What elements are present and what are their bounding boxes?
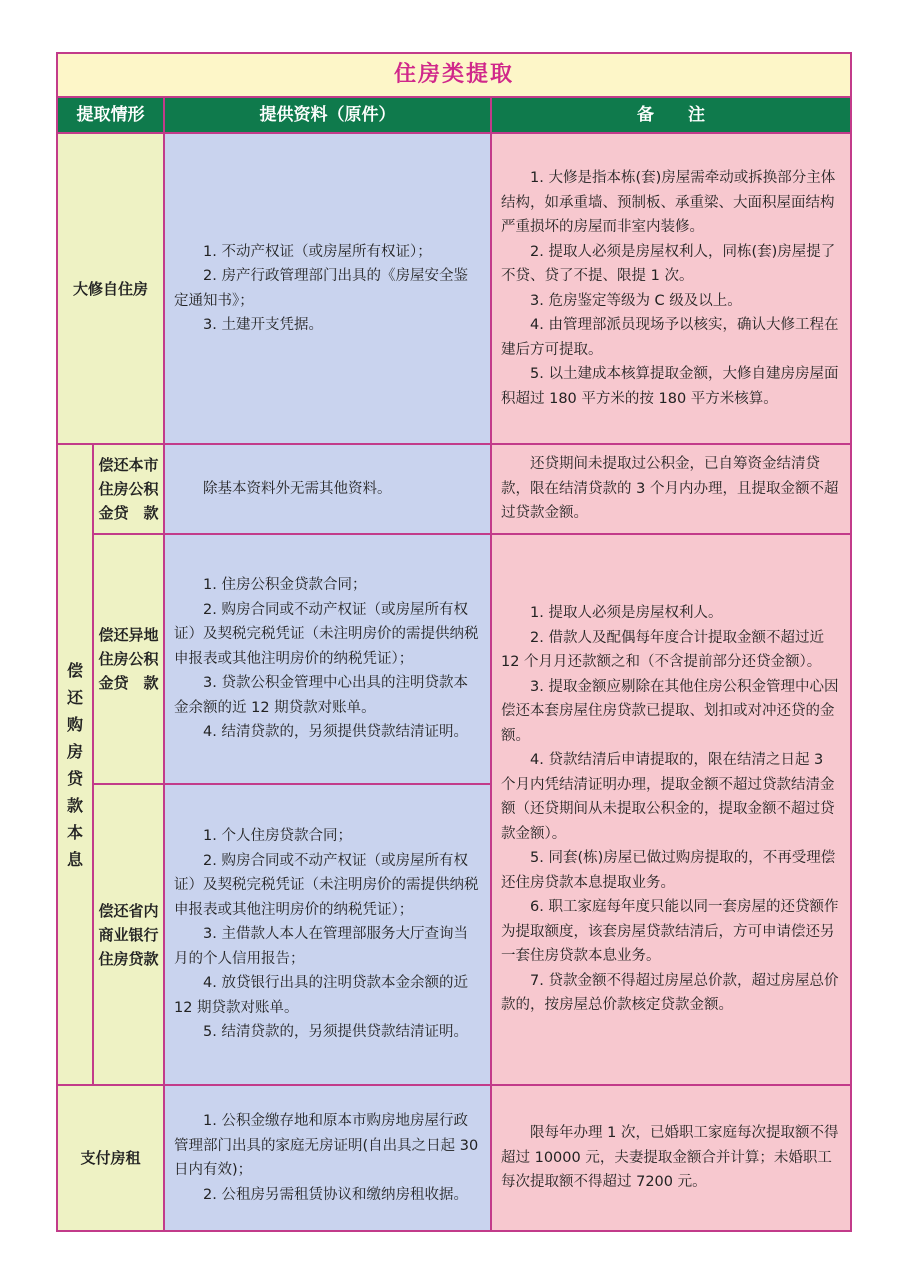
rent-note-text: 限每年办理 1 次，已婚职工家庭每次提取额不得超过 10000 元，夫妻提取金额合并计算；未婚职工每次提取额不得超过 7200 元。	[501, 1125, 839, 1191]
loan-local-material-text: 除基本资料外无需其他资料。	[203, 480, 392, 497]
repair-materials	[163, 132, 490, 443]
loan-remote-materials	[163, 533, 490, 783]
header-materials: 提供资料（原件）	[163, 98, 490, 132]
loan-group-label	[58, 443, 92, 1084]
loan-remote-material-item: 2. 购房合同或不动产权证（或房屋所有权证）及契税完税凭证（未注明房价的需提供纳税申报表或其他注明房价的纳税凭证）；	[174, 601, 479, 667]
loan-note-item: 3. 提取金额应剔除在其他住房公积金管理中心因偿还本套房屋住房贷款已提取、划扣或对冲还贷的金额。	[501, 678, 839, 744]
loan-remote-material-item: 3. 贷款公积金管理中心出具的注明贷款本金余额的近 12 期贷款对账单。	[174, 675, 468, 716]
loan-commercial-material-item: 5. 结清贷款的，另须提供贷款结清证明。	[203, 1024, 468, 1041]
loan-note-item: 7. 贷款金额不得超过房屋总价款，超过房屋总价款的，按房屋总价款核定贷款金额。	[501, 972, 839, 1014]
loan-remote-label: 偿还异地住房公积金贷 款	[92, 533, 163, 783]
loan-remote-material-item: 4. 结清贷款的，另须提供贷款结清证明。	[203, 724, 468, 741]
loan-remote-material-item: 1. 住房公积金贷款合同；	[203, 577, 367, 594]
loan-note-item: 5. 同套(栋)房屋已做过购房提取的，不再受理偿还住房贷款本息提取业务。	[501, 850, 836, 891]
repair-note-item: 3. 危房鉴定等级为 C 级及以上。	[530, 292, 742, 309]
repair-note-item: 2. 提取人必须是房屋权利人，同栋(套)房屋提了不贷、贷了不提、限提 1 次。	[501, 243, 836, 284]
loan-shared-notes	[490, 533, 850, 1084]
loan-group-text: 偿还购房贷款本息	[66, 660, 83, 869]
loan-note-item: 6. 职工家庭每年度只能以同一套房屋的还贷额作为提取额度，该套房屋贷款结清后，方可申请偿还另一套住房贷款本息业务。	[501, 899, 839, 965]
header-notes: 备 注	[490, 98, 850, 132]
loan-commercial-material-item: 2. 购房合同或不动产权证（或房屋所有权证）及契税完税凭证（未注明房价的需提供纳税申报表或其他注明房价的纳税凭证）；	[174, 852, 479, 918]
loan-note-item: 2. 借款人及配偶每年度合计提取金额不超过近 12 个月月还款额之和（不含提前部分还贷金额）。	[501, 629, 824, 671]
repair-material-item: 2. 房产行政管理部门出具的《房屋安全鉴定通知书》；	[174, 268, 468, 309]
rent-material-item: 1. 公积金缴存地和原本市购房地房屋行政管理部门出具的家庭无房证明(自出具之日起 30 日内有效)；	[174, 1113, 479, 1178]
loan-commercial-material-item: 4. 放贷银行出具的注明贷款本金余额的近 12 期贷款对账单。	[174, 975, 468, 1016]
repair-note-item: 4. 由管理部派员现场予以核实，确认大修工程在建后方可提取。	[501, 317, 839, 358]
repair-notes	[490, 132, 850, 443]
rent-label: 支付房租	[58, 1084, 163, 1230]
repair-note-item: 5. 以土建成本核算提取金额，大修自建房房屋面积超过 180 平方米的按 180 平方米核算。	[501, 366, 839, 407]
repair-material-item: 1. 不动产权证（或房屋所有权证）；	[203, 243, 432, 260]
loan-commercial-materials	[163, 783, 490, 1084]
loan-local-notes	[490, 443, 850, 533]
loan-note-item: 1. 提取人必须是房屋权利人。	[530, 605, 723, 622]
loan-commercial-label: 偿还省内商业银行住房贷款	[92, 783, 163, 1084]
loan-commercial-material-item: 1. 个人住房贷款合同；	[203, 828, 352, 845]
rent-materials	[163, 1084, 490, 1230]
loan-local-note-text: 还贷期间未提取过公积金，已自筹资金结清贷款，限在结清贷款的 3 个月内办理，且提取金额不超过贷款金额。	[501, 456, 839, 522]
repair-label: 大修自住房	[58, 132, 163, 443]
header-situation: 提取情形	[58, 98, 163, 132]
repair-note-item: 1. 大修是指本栋(套)房屋需牵动或拆换部分主体结构，如承重墙、预制板、承重梁、大面积屋面结构严重损坏的房屋而非室内装修。	[501, 170, 836, 235]
table-title: 住房类提取	[58, 54, 850, 98]
repair-material-item: 3. 土建开支凭据。	[203, 317, 323, 333]
loan-local-label: 偿还本市住房公积金贷 款	[92, 443, 163, 533]
loan-note-item: 4. 贷款结清后申请提取的，限在结清之日起 3 个月内凭结清证明办理，提取金额不超过贷款结清金额（还贷期间从未提取公积金的，提取金额不超过贷款金额）。	[501, 752, 835, 842]
rent-material-item: 2. 公租房另需租赁协议和缴纳房租收据。	[203, 1186, 468, 1203]
housing-withdrawal-table	[56, 52, 852, 1232]
loan-commercial-material-item: 3. 主借款人本人在管理部服务大厅查询当月的个人信用报告；	[174, 926, 468, 967]
loan-local-materials	[163, 443, 490, 533]
rent-notes	[490, 1084, 850, 1230]
